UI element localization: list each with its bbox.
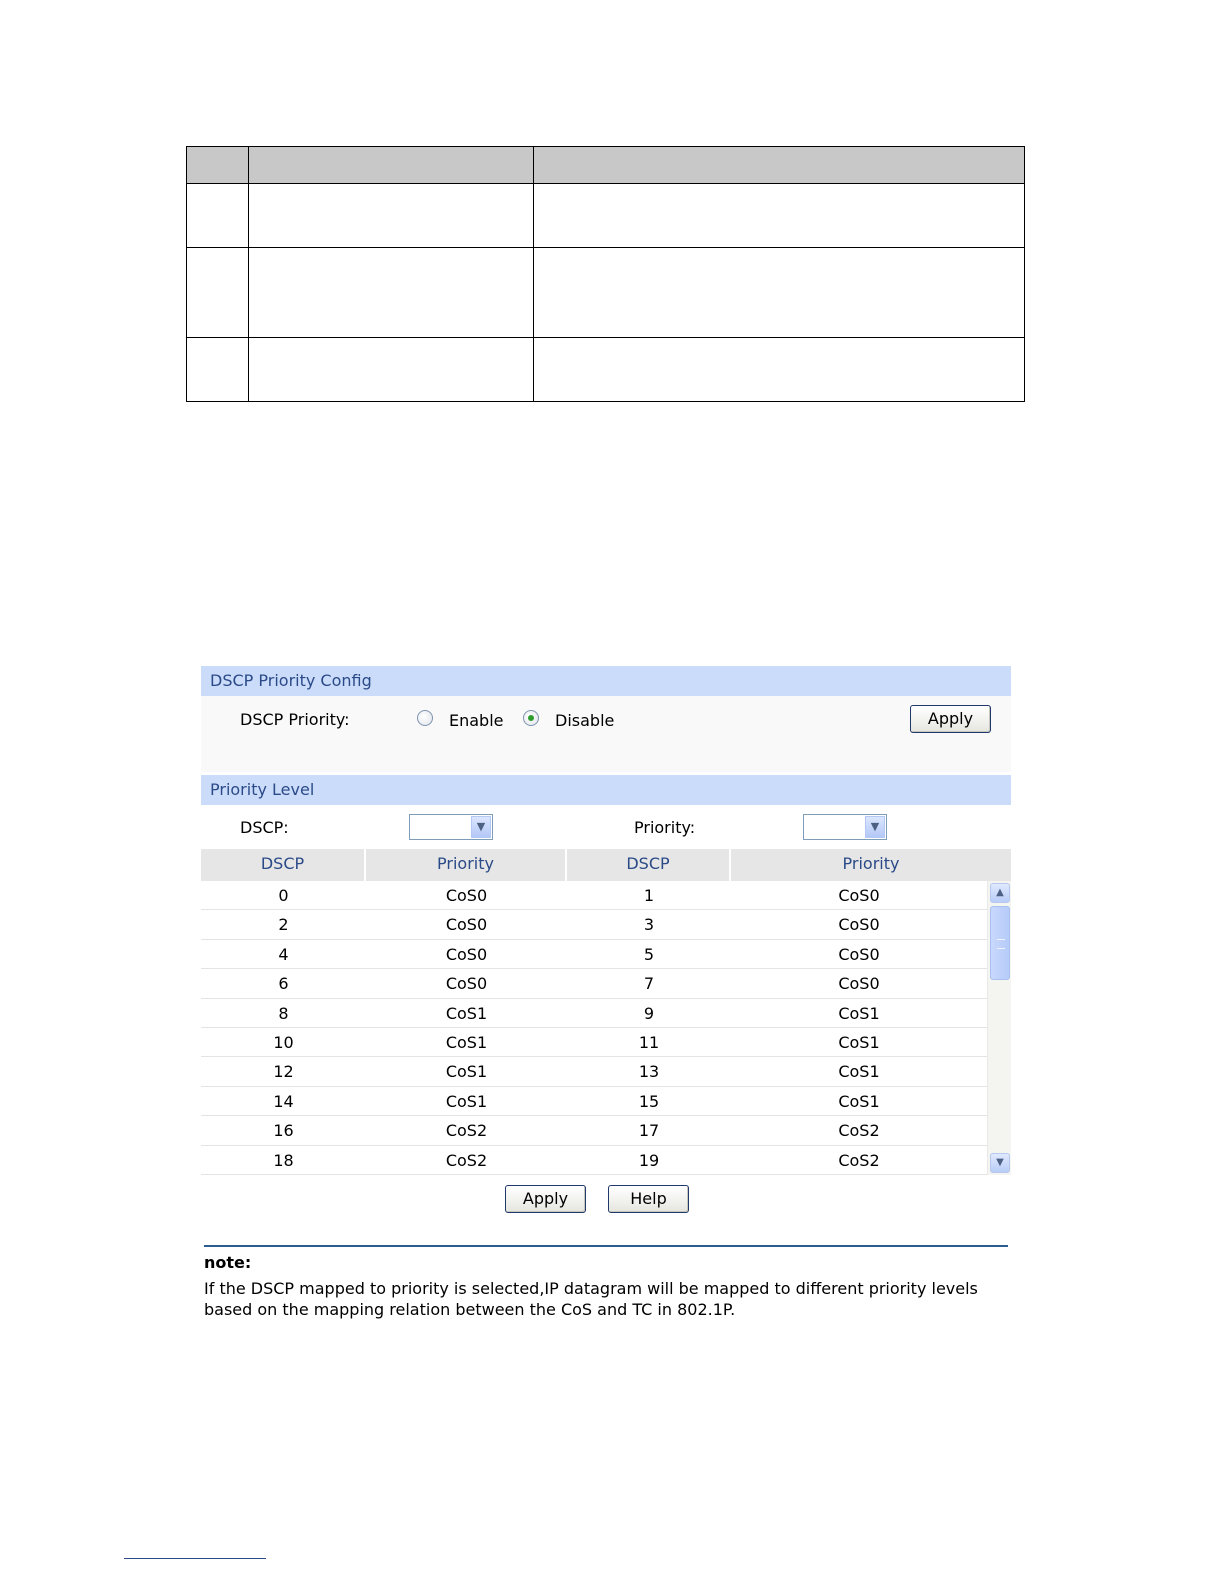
cell-priority: CoS0 [445, 944, 488, 964]
cell-priority: CoS1 [445, 1003, 488, 1023]
column-header-dscp: DSCP [201, 849, 366, 881]
mapping-table-header [201, 849, 1011, 881]
scroll-down-icon[interactable]: ▼ [990, 1153, 1010, 1173]
cell-dscp: 13 [638, 1062, 660, 1082]
table-row[interactable] [201, 1087, 987, 1116]
table-cell [534, 248, 1025, 338]
scroll-up-icon[interactable]: ▲ [990, 883, 1010, 903]
table-row [187, 248, 1025, 338]
table-row[interactable] [201, 999, 987, 1028]
column-header-priority: Priority [842, 854, 900, 873]
cell-priority: CoS2 [838, 1121, 880, 1141]
table-row[interactable] [201, 910, 987, 939]
radio-selected-dot [528, 715, 534, 721]
config-apply-button[interactable]: Apply [910, 705, 991, 733]
cell-dscp: 5 [643, 944, 655, 964]
cell-dscp: 15 [638, 1091, 660, 1111]
cell-priority: CoS0 [838, 974, 880, 994]
cell-priority: CoS0 [838, 915, 880, 935]
table-header-cell [187, 147, 249, 184]
scroll-thumb[interactable] [990, 906, 1010, 980]
dscp-config-header: DSCP Priority Config [201, 666, 1011, 696]
cell-priority: CoS1 [838, 1091, 880, 1111]
cell-priority: CoS2 [838, 1150, 880, 1170]
table-row[interactable] [201, 1028, 987, 1057]
table-row[interactable] [201, 940, 987, 969]
cell-dscp: 17 [638, 1121, 660, 1141]
table-cell [534, 184, 1025, 248]
cell-priority: CoS0 [838, 886, 880, 905]
cell-dscp: 6 [278, 974, 289, 994]
cell-priority: CoS1 [445, 1032, 488, 1052]
note-text: If the DSCP mapped to priority is selected,IP datagram will be mapped to different priority levels based on the mapping relation between the CoS and TC in 802.1P. [204, 1279, 978, 1319]
cell-dscp: 19 [638, 1150, 660, 1170]
table-row[interactable] [201, 1116, 987, 1145]
table-row[interactable] [201, 881, 987, 910]
cell-dscp: 11 [638, 1032, 660, 1052]
cell-dscp: 0 [278, 886, 289, 905]
chevron-down-icon: ▼ [471, 816, 491, 838]
cell-dscp: 14 [273, 1091, 294, 1111]
disable-label[interactable]: Disable [555, 711, 615, 730]
table-cell [187, 184, 249, 248]
cell-dscp: 16 [273, 1121, 294, 1141]
cell-priority: CoS2 [445, 1121, 488, 1141]
cell-dscp: 12 [273, 1062, 294, 1082]
priority-filter-row [201, 805, 1011, 849]
cell-dscp: 1 [643, 886, 655, 905]
cell-dscp: 8 [278, 1003, 289, 1023]
column-header-dscp: DSCP [567, 849, 731, 881]
mapping-table-scrollbar[interactable] [987, 881, 1011, 1175]
cell-priority: CoS1 [838, 1003, 880, 1023]
table-apply-button[interactable]: Apply [505, 1185, 586, 1213]
cell-dscp: 3 [643, 915, 655, 935]
cell-dscp: 9 [643, 1003, 655, 1023]
priority-select[interactable] [803, 814, 887, 840]
cell-dscp: 18 [273, 1150, 294, 1170]
column-header-priority: Priority [366, 849, 567, 881]
cell-priority: CoS1 [838, 1062, 880, 1082]
table-row[interactable] [201, 1057, 987, 1086]
cell-priority: CoS2 [445, 1150, 488, 1170]
cell-dscp: 4 [278, 944, 289, 964]
cell-dscp: 10 [273, 1032, 294, 1052]
cell-priority: CoS1 [445, 1091, 488, 1111]
priority-level-header: Priority Level [201, 775, 1011, 805]
chevron-down-icon: ▼ [865, 816, 885, 838]
priority-filter-label: Priority: [634, 818, 696, 837]
cell-dscp: 2 [278, 915, 289, 935]
cell-priority: CoS1 [838, 1032, 880, 1052]
mapping-table-body [201, 881, 987, 1175]
table-cell [249, 248, 534, 338]
table-header-cell [249, 147, 534, 184]
dscp-select[interactable] [409, 814, 493, 840]
dscp-config-row [201, 696, 1011, 772]
enable-radio[interactable] [417, 710, 433, 726]
table-cell [249, 184, 534, 248]
cell-priority: CoS0 [445, 886, 488, 905]
table-row[interactable] [201, 1146, 987, 1175]
table-header-row [187, 147, 1025, 184]
dscp-filter-label: DSCP: [240, 818, 289, 837]
enable-label[interactable]: Enable [449, 711, 504, 730]
cell-dscp: 7 [643, 974, 655, 994]
footnote-rule [124, 1558, 266, 1559]
table-row [187, 184, 1025, 248]
cell-priority: CoS0 [838, 944, 880, 964]
note-divider [204, 1245, 1008, 1247]
description-table [186, 146, 1025, 402]
table-row[interactable] [201, 969, 987, 998]
cell-priority: CoS0 [445, 915, 488, 935]
table-cell [249, 338, 534, 402]
table-cell [187, 338, 249, 402]
grip-icon [997, 939, 1005, 949]
table-header-cell [534, 147, 1025, 184]
note-title: note: [204, 1253, 252, 1272]
cell-priority: CoS1 [445, 1062, 488, 1082]
disable-radio[interactable] [523, 710, 539, 726]
table-cell [534, 338, 1025, 402]
table-row [187, 338, 1025, 402]
table-cell [187, 248, 249, 338]
cell-priority: CoS0 [445, 974, 488, 994]
dscp-priority-panel [201, 666, 1011, 1326]
help-button[interactable]: Help [608, 1185, 689, 1213]
dscp-priority-label: DSCP Priority: [240, 710, 350, 729]
